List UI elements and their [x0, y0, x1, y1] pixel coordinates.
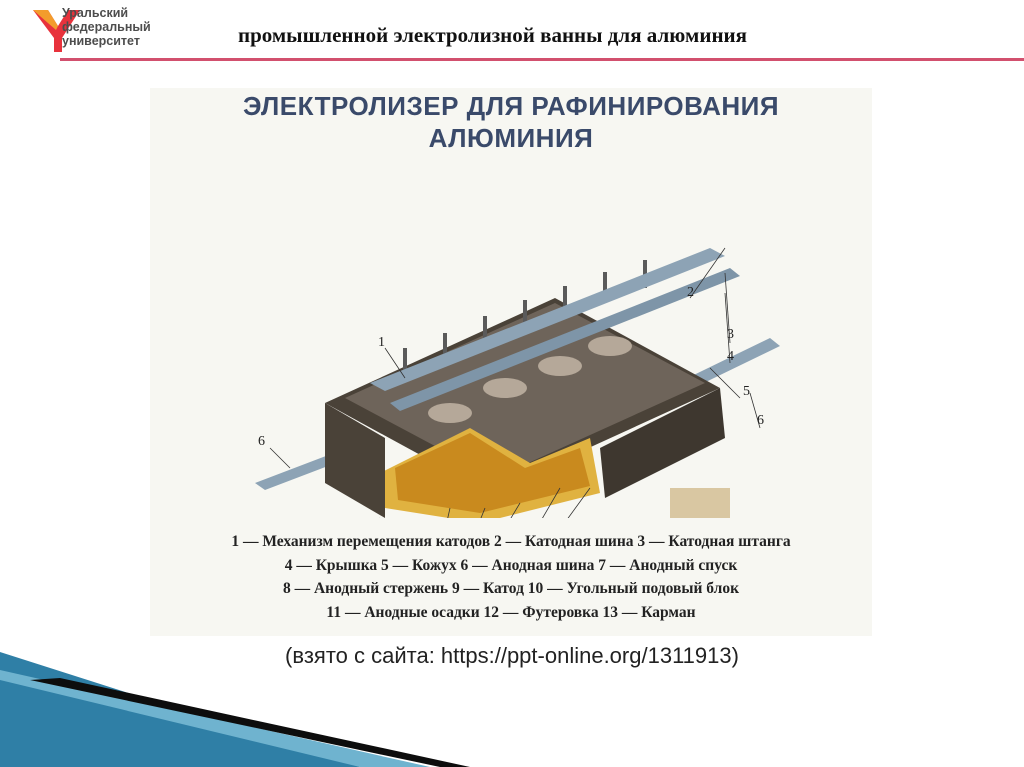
page-title: промышленной электролизной ванны для алюминия	[238, 23, 748, 47]
foundation-block	[670, 488, 730, 518]
legend-line: 1 — Механизм перемещения катодов 2 — Катодная шина 3 — Катодная штанга	[231, 533, 791, 550]
callout-3: 3	[727, 327, 734, 342]
legend-line: 4 — Крышка 5 — Кожух 6 — Анодная шина 7 — Анодный спуск	[284, 556, 738, 574]
header-divider	[60, 58, 1024, 61]
callout-1: 1	[378, 335, 385, 350]
callout-5: 5	[743, 384, 750, 399]
callout-2: 2	[687, 285, 694, 300]
figure-panel: ЭЛЕКТРОЛИЗЕР ДЛЯ РАФИНИРОВАНИЯ АЛЮМИНИЯ 1 2 3 4 5 6 6 1 — Механизм перемещения катодов 2 — Катодная шина 3 — Катодная штанга 4 — Крышка 5 — Кожух 6 — Анодная шина 7 — Анодный спуск 8 — Анодный стержень 9 — Катод 10 — Угольный подовый блок 11 — Анодные осадки 12 — Футеровка 13 — Карман	[150, 88, 872, 636]
callout-4: 4	[727, 349, 734, 364]
callout-6-right: 6	[757, 413, 764, 428]
cathode-drum	[428, 403, 472, 423]
source-caption: (взято с сайта: https://ppt-online.org/1311913)	[285, 643, 739, 668]
figure-legend	[150, 530, 872, 624]
logo-text: Уральский федеральный университет	[62, 6, 151, 48]
cathode-drum	[588, 336, 632, 356]
legend-line: 8 — Анодный стержень 9 — Катод 10 — Угольный подовый блок	[282, 580, 740, 597]
cathode-drum	[538, 356, 582, 376]
legend-line: 11 — Анодные осадки 12 — Футеровка 13 — Карман	[326, 603, 696, 621]
electrolyzer-diagram	[150, 188, 872, 518]
cathode-drum	[483, 378, 527, 398]
callout-6-left: 6	[258, 434, 265, 449]
